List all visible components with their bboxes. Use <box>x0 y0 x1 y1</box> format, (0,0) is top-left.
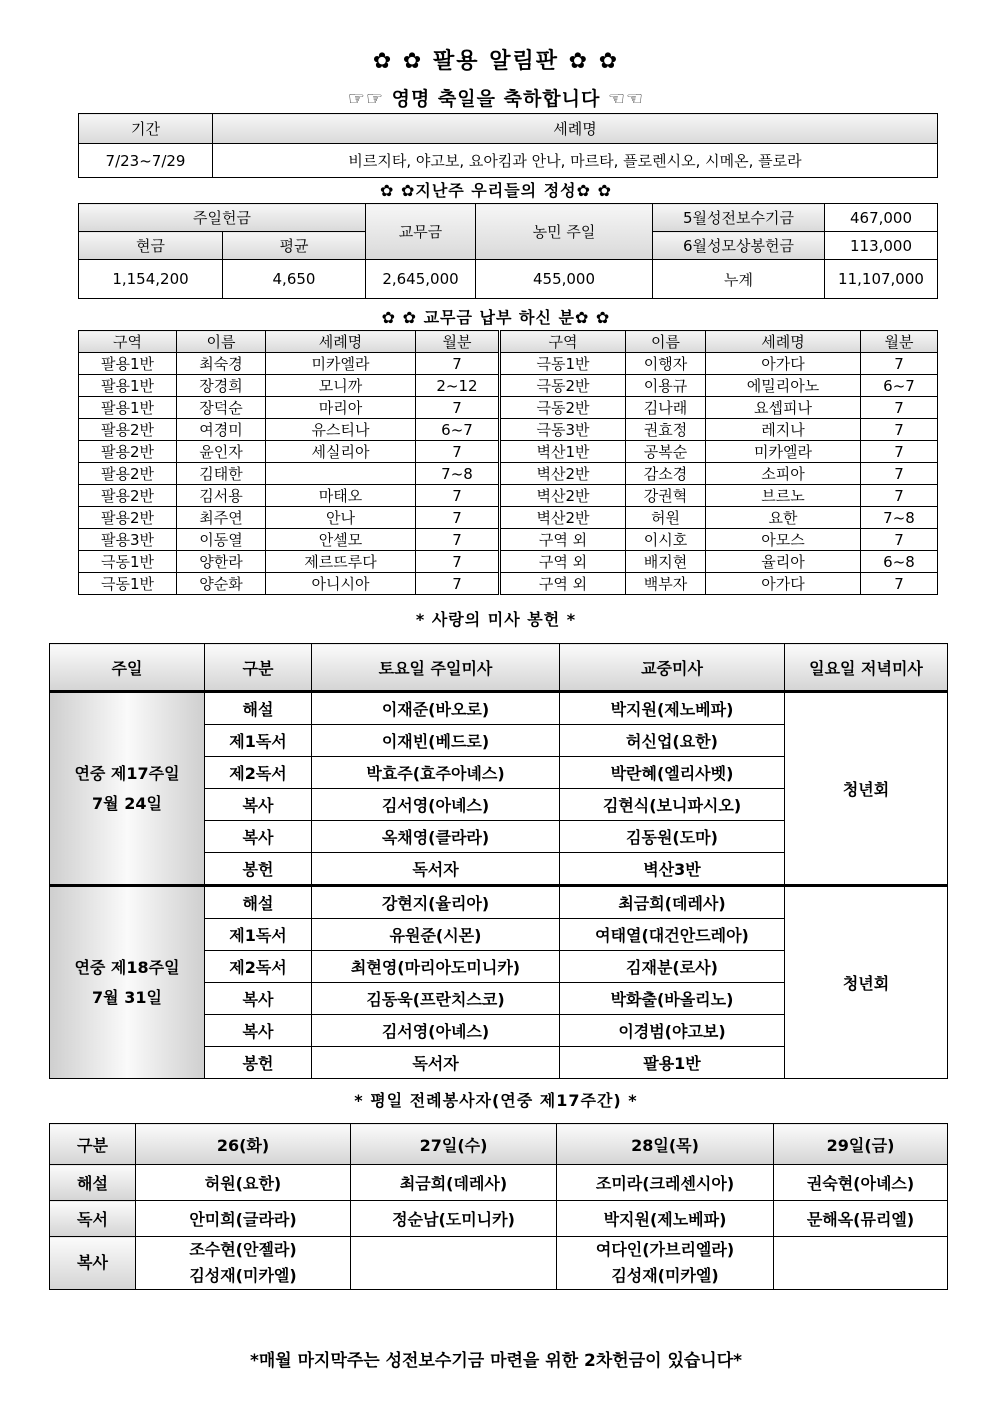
payer-cell: 김서용 <box>177 485 266 507</box>
payer-cell: 김나래 <box>626 397 706 419</box>
payer-cell <box>266 463 416 485</box>
payer-cell: 7 <box>416 397 500 419</box>
mass-server: 김서영(아녜스) <box>312 789 560 821</box>
payer-cell: 벽산1반 <box>500 441 626 463</box>
payer-cell: 이행자 <box>626 353 706 375</box>
weekday-server-cell <box>774 1201 948 1237</box>
payer-cell: 팔용1반 <box>79 397 177 419</box>
mass-server: 이경범(야고보) <box>560 1015 785 1047</box>
mass-role: 봉헌 <box>205 853 312 886</box>
payer-cell: 7 <box>416 441 500 463</box>
feast-period: 7/23~7/29 <box>79 144 213 178</box>
mass-server: 박효주(효주아녜스) <box>312 757 560 789</box>
payers-header-cell: 구역 <box>500 331 626 353</box>
payer-cell: 극동2반 <box>500 397 626 419</box>
payer-cell: 팔용1반 <box>79 375 177 397</box>
payer-cell: 7~8 <box>416 463 500 485</box>
payer-cell: 팔용2반 <box>79 485 177 507</box>
payer-cell: 이용규 <box>626 375 706 397</box>
cash-value: 1,154,200 <box>79 260 223 299</box>
payer-cell: 윤인자 <box>177 441 266 463</box>
mass-server: 옥채영(클라라) <box>312 821 560 853</box>
weekday-title: * 평일 전례봉사자(연중 제17주간) * <box>354 1091 638 1110</box>
payer-cell: 마리아 <box>266 397 416 419</box>
payer-cell: 모니까 <box>266 375 416 397</box>
weekday-server: 김성재(미카엘) <box>611 1266 719 1285</box>
june-fund-label: 6월성모상봉헌금 <box>653 232 825 260</box>
payer-cell: 구역 외 <box>500 573 626 595</box>
mass-sunday-cell <box>50 886 205 1079</box>
weekday-server-cell <box>351 1201 557 1237</box>
mass-role: 복사 <box>205 821 312 853</box>
mass-evening: 청년회 <box>785 692 948 886</box>
payer-cell: 6~7 <box>861 375 938 397</box>
weekday-header-cell: 구분 <box>50 1124 136 1165</box>
payer-cell: 7 <box>861 419 938 441</box>
average-label: 평균 <box>223 232 366 260</box>
sunday-collection-label: 주일헌금 <box>79 204 366 232</box>
weekday-server-cell <box>351 1237 557 1290</box>
feast-col-period: 기간 <box>79 114 213 144</box>
payer-cell: 7 <box>861 353 938 375</box>
payer-cell: 세실리아 <box>266 441 416 463</box>
payer-cell: 이동열 <box>177 529 266 551</box>
mass-role: 해설 <box>205 692 312 725</box>
weekday-server: 박지원(제노베파) <box>603 1210 727 1229</box>
payer-cell: 팔용2반 <box>79 419 177 441</box>
payers-header-cell: 이름 <box>626 331 706 353</box>
payer-cell: 장덕순 <box>177 397 266 419</box>
payer-cell: 허원 <box>626 507 706 529</box>
payer-cell: 팔용2반 <box>79 463 177 485</box>
payer-cell: 구역 외 <box>500 529 626 551</box>
payer-cell: 벽산2반 <box>500 485 626 507</box>
payers-header-cell: 월분 <box>861 331 938 353</box>
payers-header-cell: 세례명 <box>706 331 861 353</box>
payer-cell: 양순화 <box>177 573 266 595</box>
weekday-server-cell <box>136 1201 351 1237</box>
feast-col-names: 세례명 <box>213 114 938 144</box>
mass-sunday-date: 7월 24일 <box>92 793 162 813</box>
payer-cell: 권효정 <box>626 419 706 441</box>
payer-row <box>79 463 938 485</box>
mass-header-cell: 주일 <box>50 644 205 692</box>
payer-cell: 6~7 <box>416 419 500 441</box>
mass-server: 김서영(아녜스) <box>312 1015 560 1047</box>
payers-header-row <box>79 331 938 353</box>
weekday-server-cell <box>136 1237 351 1290</box>
payer-row <box>79 441 938 463</box>
payer-cell: 아니시아 <box>266 573 416 595</box>
weekday-header-cell: 28일(목) <box>557 1124 774 1165</box>
weekday-table <box>49 1123 948 1290</box>
may-fund-value: 467,000 <box>825 204 938 232</box>
payer-cell: 감소경 <box>626 463 706 485</box>
total-value: 11,107,000 <box>825 260 938 299</box>
parish-fee-value: 2,645,000 <box>366 260 476 299</box>
mass-server: 김동욱(프란치스코) <box>312 983 560 1015</box>
payer-cell: 안나 <box>266 507 416 529</box>
payer-cell: 극동1반 <box>500 353 626 375</box>
weekday-server: 권숙현(아녜스) <box>806 1174 915 1193</box>
payer-cell: 안셀모 <box>266 529 416 551</box>
mass-role: 제1독서 <box>205 725 312 757</box>
payer-cell: 극동2반 <box>500 375 626 397</box>
mass-server: 여태열(대건안드레아) <box>560 919 785 951</box>
payer-row <box>79 485 938 507</box>
mass-server: 최금희(데레사) <box>560 886 785 919</box>
average-value: 4,650 <box>223 260 366 299</box>
weekday-server-cell <box>557 1237 774 1290</box>
feast-names: 비르지타, 야고보, 요아킴과 안나, 마르타, 플로렌시오, 시메온, 플로라 <box>213 144 938 178</box>
mass-server: 벽산3반 <box>560 853 785 886</box>
weekday-server-cell <box>557 1201 774 1237</box>
mass-role: 봉헌 <box>205 1047 312 1079</box>
payer-row <box>79 375 938 397</box>
mass-server: 독서자 <box>312 1047 560 1079</box>
payer-cell: 김태한 <box>177 463 266 485</box>
weekday-server: 허원(요한) <box>204 1174 282 1193</box>
weekday-server: 안미희(글라라) <box>189 1210 297 1229</box>
weekday-role: 해설 <box>50 1165 136 1201</box>
payer-cell: 벽산2반 <box>500 507 626 529</box>
payer-cell: 소피아 <box>706 463 861 485</box>
payer-cell: 7 <box>861 441 938 463</box>
weekday-server-cell <box>557 1165 774 1201</box>
may-fund-label: 5월성전보수기금 <box>653 204 825 232</box>
payer-cell: 아가다 <box>706 353 861 375</box>
payers-header-cell: 월분 <box>416 331 500 353</box>
payer-cell: 팔용2반 <box>79 507 177 529</box>
payer-row <box>79 419 938 441</box>
weekday-server: 여다인(가브리엘라) <box>595 1240 735 1259</box>
payer-cell: 유스티나 <box>266 419 416 441</box>
payers-header-cell: 이름 <box>177 331 266 353</box>
offering-title: ✿ ✿지난주 우리들의 정성✿ ✿ <box>379 181 612 200</box>
weekday-header-cell: 27일(수) <box>351 1124 557 1165</box>
mass-server: 박란혜(엘리사벳) <box>560 757 785 789</box>
weekday-row <box>50 1165 948 1201</box>
footer-note: *매월 마지막주는 성전보수기금 마련을 위한 2차헌금이 있습니다* <box>249 1351 743 1371</box>
payer-cell: 강권혁 <box>626 485 706 507</box>
payer-cell: 극동3반 <box>500 419 626 441</box>
weekday-server: 정순남(도미니카) <box>392 1210 515 1229</box>
weekday-server: 조미라(크레센시아) <box>595 1174 735 1193</box>
mass-sunday-cell <box>50 692 205 886</box>
payer-cell: 7 <box>416 551 500 573</box>
weekday-server: 김성재(미카엘) <box>189 1266 297 1285</box>
mass-title: * 사랑의 미사 봉헌 * <box>415 610 577 629</box>
payer-cell: 아모스 <box>706 529 861 551</box>
weekday-role: 복사 <box>50 1237 136 1290</box>
payer-cell: 7~8 <box>861 507 938 529</box>
payer-cell: 율리아 <box>706 551 861 573</box>
weekday-header-cell: 26(화) <box>136 1124 351 1165</box>
payer-cell: 7 <box>861 397 938 419</box>
mass-header-cell: 구분 <box>205 644 312 692</box>
mass-header-cell: 토요일 주일미사 <box>312 644 560 692</box>
payer-cell: 제르뜨루다 <box>266 551 416 573</box>
mass-server: 김재분(로사) <box>560 951 785 983</box>
mass-role: 제1독서 <box>205 919 312 951</box>
mass-row <box>50 692 948 725</box>
payer-cell: 요한 <box>706 507 861 529</box>
mass-sunday-name: 연중 제18주일 <box>74 957 180 977</box>
weekday-server-cell <box>136 1165 351 1201</box>
weekday-server-cell <box>351 1165 557 1201</box>
mass-row <box>50 886 948 919</box>
weekday-server: 최금희(데레사) <box>399 1174 508 1193</box>
mass-server: 박화출(바올리노) <box>560 983 785 1015</box>
payer-cell: 7 <box>861 485 938 507</box>
payer-cell: 공복순 <box>626 441 706 463</box>
farmers-value: 455,000 <box>476 260 653 299</box>
mass-server: 팔용1반 <box>560 1047 785 1079</box>
mass-role: 복사 <box>205 1015 312 1047</box>
mass-header-cell: 교중미사 <box>560 644 785 692</box>
mass-sunday-name: 연중 제17주일 <box>74 763 180 783</box>
mass-role: 제2독서 <box>205 951 312 983</box>
weekday-header-cell: 29일(금) <box>774 1124 948 1165</box>
mass-server: 최현영(마리아도미니카) <box>312 951 560 983</box>
payer-cell: 여경미 <box>177 419 266 441</box>
payer-row <box>79 507 938 529</box>
parish-fee-label: 교무금 <box>366 204 476 260</box>
payers-table <box>78 330 938 595</box>
payer-cell: 7 <box>861 529 938 551</box>
weekday-server-cell <box>774 1237 948 1290</box>
mass-server: 이재빈(베드로) <box>312 725 560 757</box>
payer-cell: 7 <box>416 485 500 507</box>
payer-cell: 팔용2반 <box>79 441 177 463</box>
total-label: 누계 <box>653 260 825 299</box>
payer-cell: 벽산2반 <box>500 463 626 485</box>
payer-cell: 장경희 <box>177 375 266 397</box>
payer-row <box>79 529 938 551</box>
payer-row <box>79 551 938 573</box>
mass-server: 김현식(보니파시오) <box>560 789 785 821</box>
mass-server: 이재준(바오로) <box>312 692 560 725</box>
payer-cell: 7 <box>416 353 500 375</box>
payer-cell: 요셉피나 <box>706 397 861 419</box>
weekday-server: 조수현(안젤라) <box>189 1240 297 1259</box>
mass-server: 강현지(율리아) <box>312 886 560 919</box>
weekday-row <box>50 1237 948 1290</box>
offering-table <box>78 203 938 299</box>
payer-cell: 팔용1반 <box>79 353 177 375</box>
payer-cell: 양한라 <box>177 551 266 573</box>
mass-role: 해설 <box>205 886 312 919</box>
mass-role: 복사 <box>205 983 312 1015</box>
payer-cell: 7 <box>416 507 500 529</box>
payer-cell: 7 <box>416 529 500 551</box>
mass-server: 독서자 <box>312 853 560 886</box>
weekday-row <box>50 1201 948 1237</box>
payer-cell: 2~12 <box>416 375 500 397</box>
mass-table <box>49 643 948 1079</box>
payer-cell: 레지나 <box>706 419 861 441</box>
payer-cell: 극동1반 <box>79 551 177 573</box>
feast-subtitle: ☞☞ 영명 축일을 축하합니다 ☜☜ <box>347 88 645 110</box>
mass-server: 허신업(요한) <box>560 725 785 757</box>
payer-cell: 극동1반 <box>79 573 177 595</box>
payer-cell: 미카엘라 <box>706 441 861 463</box>
mass-server: 김동원(도마) <box>560 821 785 853</box>
mass-sunday-date: 7월 31일 <box>92 987 162 1007</box>
payer-cell: 에밀리아노 <box>706 375 861 397</box>
payer-row <box>79 397 938 419</box>
page-title: ✿ ✿ 팔용 알림판 ✿ ✿ <box>372 49 620 74</box>
payer-cell: 백부자 <box>626 573 706 595</box>
payer-cell: 팔용3반 <box>79 529 177 551</box>
payer-cell: 구역 외 <box>500 551 626 573</box>
weekday-server: 문해옥(뮤리엘) <box>806 1210 915 1229</box>
mass-role: 제2독서 <box>205 757 312 789</box>
payer-cell: 미카엘라 <box>266 353 416 375</box>
mass-server: 박지원(제노베파) <box>560 692 785 725</box>
mass-header-cell: 일요일 저녁미사 <box>785 644 948 692</box>
payer-cell: 최숙경 <box>177 353 266 375</box>
payer-cell: 이시호 <box>626 529 706 551</box>
payers-header-cell: 구역 <box>79 331 177 353</box>
payer-cell: 배지현 <box>626 551 706 573</box>
payer-cell: 마태오 <box>266 485 416 507</box>
cash-label: 현금 <box>79 232 223 260</box>
farmers-sunday-label: 농민 주일 <box>476 204 653 260</box>
payers-title: ✿ ✿ 교무금 납부 하신 분✿ ✿ <box>381 308 611 327</box>
payer-row <box>79 353 938 375</box>
weekday-role: 독서 <box>50 1201 136 1237</box>
june-fund-value: 113,000 <box>825 232 938 260</box>
payer-cell: 브르노 <box>706 485 861 507</box>
payers-header-cell: 세례명 <box>266 331 416 353</box>
payer-cell: 7 <box>861 573 938 595</box>
feast-table <box>78 113 938 178</box>
payer-cell: 아가다 <box>706 573 861 595</box>
weekday-server-cell <box>774 1165 948 1201</box>
mass-evening: 청년회 <box>785 886 948 1079</box>
payer-cell: 7 <box>416 573 500 595</box>
payer-cell: 최주연 <box>177 507 266 529</box>
payer-cell: 6~8 <box>861 551 938 573</box>
payer-row <box>79 573 938 595</box>
mass-server: 유원준(시몬) <box>312 919 560 951</box>
payer-cell: 7 <box>861 463 938 485</box>
mass-role: 복사 <box>205 789 312 821</box>
